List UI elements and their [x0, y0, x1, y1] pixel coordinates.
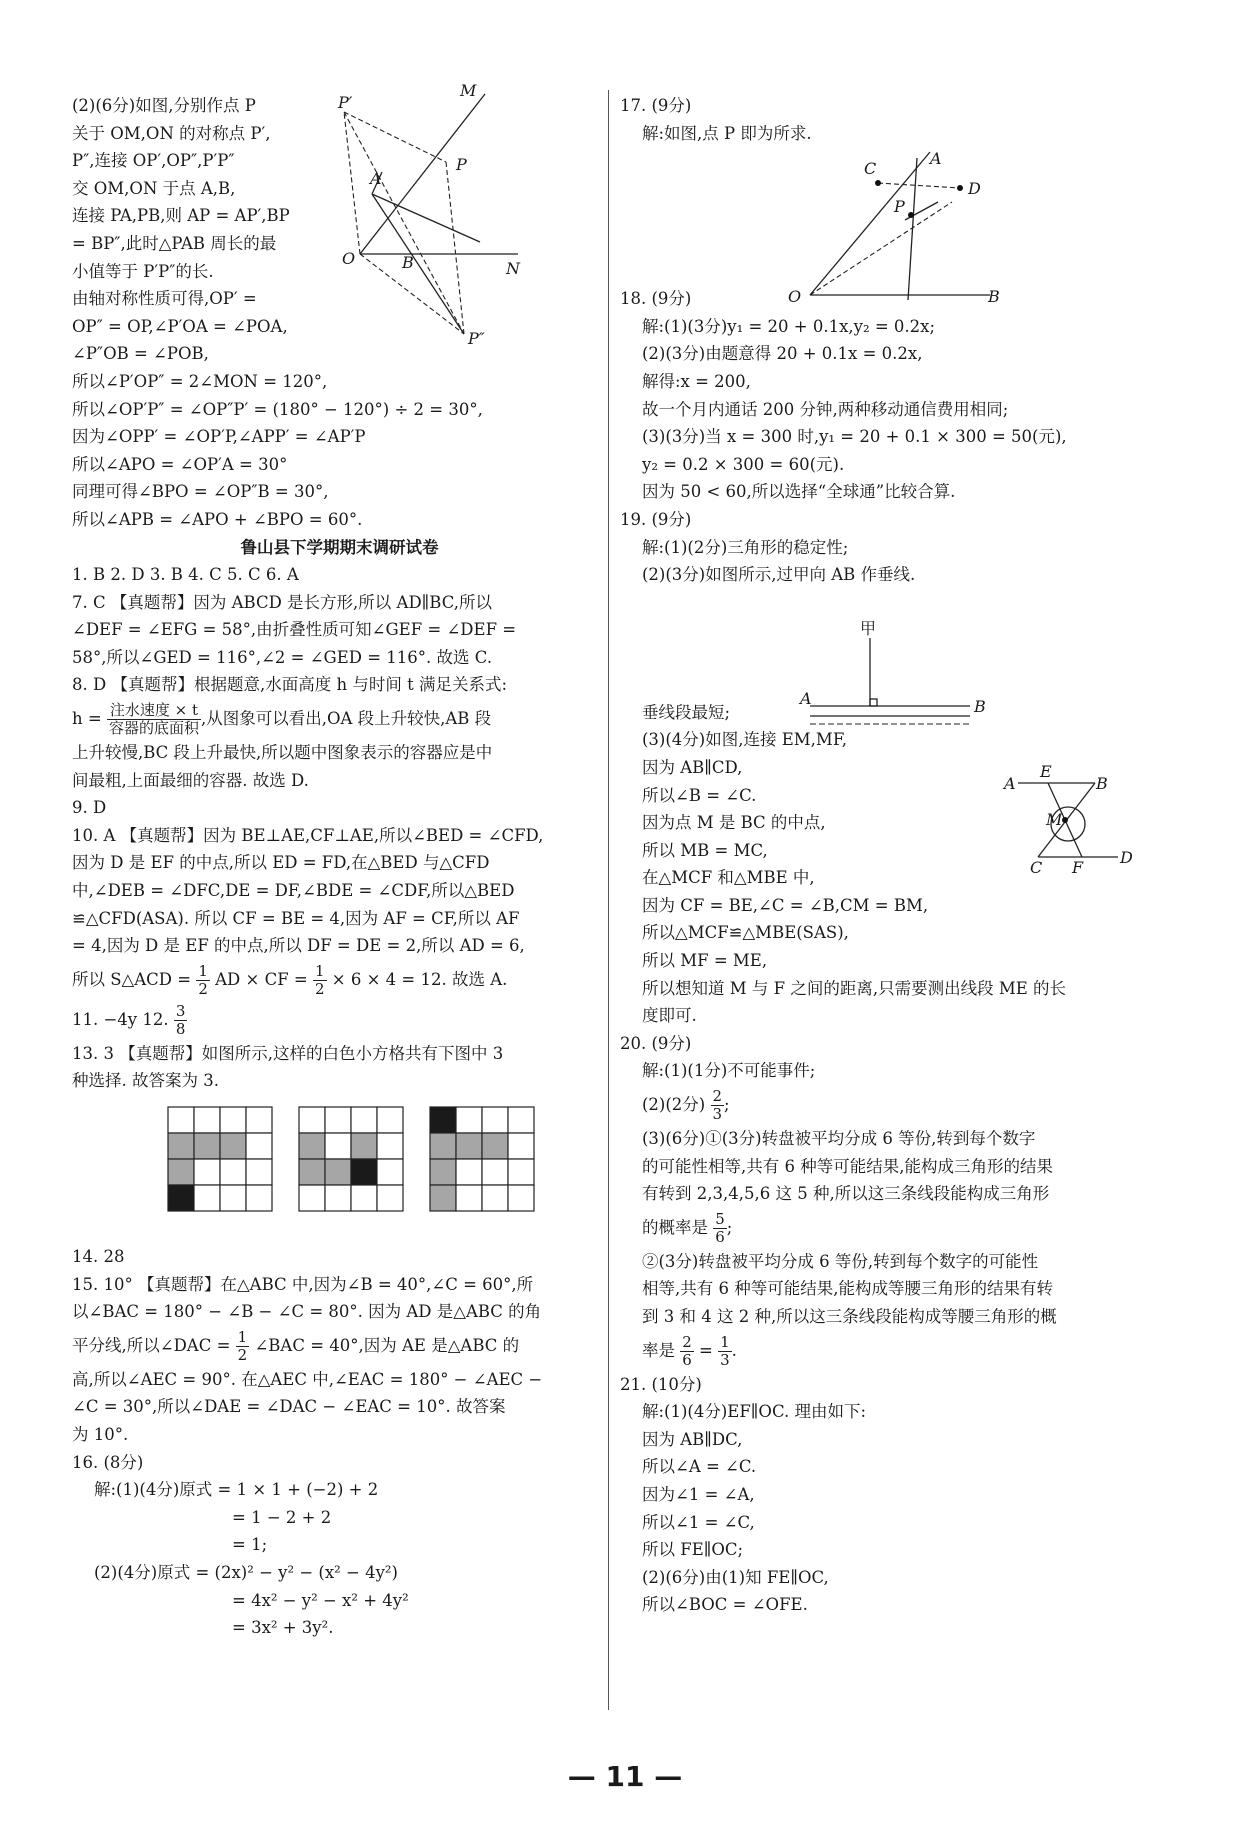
fraction: [680, 1334, 694, 1369]
text-line: 解:如图,点 P 即为所求.: [642, 123, 812, 143]
answers-1-6: 1. B 2. D 3. B 4. C 5. C 6. A: [72, 565, 299, 585]
right-angle-mark: [870, 699, 877, 706]
text-line: 交 OM,ON 于点 A,B,: [72, 178, 236, 198]
perp-line: [908, 158, 917, 300]
grid-figures: [72, 1095, 607, 1243]
text-line: 以∠BAC = 180° − ∠B − ∠C = 80°. 因为 AD 是△ABC 的角: [72, 1302, 542, 1322]
fig19-perpendicular: [800, 620, 1000, 730]
text-line: 高,所以∠AEC = 90°. 在△AEC 中,∠EAC = 180° − ∠AEC −: [72, 1369, 543, 1389]
text-line: 相等,共有 6 种等可能结果,能构成等腰三角形的结果有转: [642, 1279, 1053, 1299]
text-line: 因为点 M 是 BC 的中点,: [642, 813, 826, 833]
formula-line: 率是 $\frac{2}{6}$ = $\frac{1}{3}$ .: [642, 1332, 737, 1369]
text: 平分线,所以∠DAC =: [72, 1335, 231, 1355]
fig17-label: P: [894, 197, 905, 216]
grid-cell: [351, 1133, 377, 1159]
text-line: 间最粗,上面最细的容器. 故选 D.: [72, 770, 309, 790]
grid-cell: [377, 1107, 403, 1133]
grid-cell: [299, 1159, 325, 1185]
text-line: 小值等于 P′P″的长.: [72, 261, 214, 281]
fraction: [174, 1003, 188, 1038]
text: 11. −4y 12.: [72, 1009, 169, 1029]
text-line: 解:(1)(1分)不可能事件;: [642, 1061, 816, 1081]
text-line: 种选择. 故答案为 3.: [72, 1071, 219, 1091]
fig17-label: O: [788, 287, 802, 306]
numerator: 2: [712, 1087, 723, 1106]
denominator: 3: [720, 1350, 730, 1369]
fig1-label: M: [460, 81, 477, 100]
fig19b-label: D: [1120, 848, 1133, 867]
text-line: 垂线段最短;: [642, 702, 731, 722]
text-line: (3)(4分)如图,连接 EM,MF,: [642, 730, 847, 750]
text: 率是: [642, 1340, 675, 1360]
grid-cell: [168, 1107, 194, 1133]
grid-cell: [430, 1159, 456, 1185]
text-line: = 4,因为 D 是 EF 的中点,所以 DF = DE = 2,所以 AD = 6,: [72, 936, 525, 956]
text-line: 解得:x = 200,: [642, 371, 751, 391]
fig1-label: P′: [338, 93, 353, 112]
fig19b-label: C: [1030, 858, 1043, 877]
grid-cell: [194, 1133, 220, 1159]
text-line: y₂ = 0.2 × 300 = 60(元).: [642, 454, 845, 474]
dashed-cd: [878, 183, 960, 188]
text-line: ∠C = 30°,所以∠DAE = ∠DAC − ∠EAC = 10°. 故答案: [72, 1397, 506, 1417]
text-line: 所以∠APB = ∠APO + ∠BPO = 60°.: [72, 509, 363, 529]
denominator: 6: [682, 1350, 692, 1369]
text-line: ②(3分)转盘被平均分成 6 等份,转到每个数字的可能性: [642, 1251, 1039, 1271]
fraction: [711, 1088, 725, 1123]
fig19b-label: E: [1040, 762, 1052, 781]
text-line: 因为 AB∥DC,: [642, 1429, 743, 1449]
grid-figures-svg: [72, 1095, 607, 1243]
grid-cell: [430, 1185, 456, 1211]
grid-cell: [194, 1185, 220, 1211]
fig1-label: P: [456, 155, 467, 174]
text: AD × CF =: [215, 969, 308, 989]
grid-cell: [325, 1107, 351, 1133]
text-line: 8. D 【真题帮】根据题意,水面高度 h 与时间 t 满足关系式:: [72, 675, 508, 695]
denominator: 2: [198, 979, 208, 998]
text-line: = 1 − 2 + 2: [232, 1507, 332, 1527]
fig1-label: O: [342, 249, 356, 268]
grid-cell: [508, 1159, 534, 1185]
text-line: (2)(6分)如图,分别作点 P: [72, 96, 256, 115]
text-line: 所以 MB = MC,: [642, 840, 768, 860]
grid-cell: [351, 1107, 377, 1133]
text: 所以 S△ACD =: [72, 969, 192, 989]
text-line: 所以∠B = ∠C.: [642, 785, 757, 805]
grid-cell: [246, 1159, 272, 1185]
text-line: 10. A 【真题帮】因为 BE⊥AE,CF⊥AE,所以∠BED = ∠CFD,: [72, 825, 544, 845]
text-line: 上升较慢,BC 段上升最快,所以题中图象表示的容器应是中: [72, 743, 493, 763]
text-line: 解:(1)(4分)EF∥OC. 理由如下:: [642, 1402, 867, 1422]
numerator: 1: [720, 1332, 730, 1351]
text-line: = BP″,此时△PAB 周长的最: [72, 233, 277, 253]
page-number: — 11 —: [567, 1760, 683, 1793]
text-line: OP″ = OP,∠P′OA = ∠POA,: [72, 316, 288, 336]
formula-line: 的概率是 $\frac{5}{6}$ ;: [642, 1209, 733, 1246]
grid-cell: [508, 1185, 534, 1211]
column-divider: [608, 90, 609, 1710]
text-line: 所以 MF = ME,: [642, 951, 768, 971]
text-line: (2)(3分)如图所示,过甲向 AB 作垂线.: [642, 565, 916, 585]
text-line: 因为 D 是 EF 的中点,所以 ED = FD,在△BED 与△CFD: [72, 853, 490, 873]
section-title: 鲁山县下学期期末调研试卷: [240, 537, 439, 557]
text-line: = 4x² − y² − x² + 4y²: [232, 1590, 409, 1610]
denominator: 容器的底面积: [108, 719, 199, 738]
text-line: 20. (9分): [620, 1033, 692, 1053]
text-line: 14. 28: [72, 1247, 125, 1266]
fig1-label: N: [506, 259, 520, 278]
text-line: = 3x² + 3y².: [232, 1618, 334, 1638]
text-line: 因为 AB∥CD,: [642, 757, 743, 777]
denominator: 6: [715, 1227, 725, 1246]
text-line: 有转到 2,3,4,5,6 这 5 种,所以这三条线段能构成三角形: [642, 1184, 1050, 1204]
grid-cell: [220, 1107, 246, 1133]
text-line: 因为 CF = BE,∠C = ∠B,CM = BM,: [642, 895, 929, 915]
text-line: 因为 50 < 60,所以选择“全球通”比较合算.: [642, 482, 956, 502]
grid-cell: [482, 1133, 508, 1159]
grid-cell: [456, 1107, 482, 1133]
grid-cell: [430, 1107, 456, 1133]
text-line: ∠P″OB = ∠POB,: [72, 344, 209, 364]
grid-cell: [299, 1133, 325, 1159]
text-line: (3)(6分)①(3分)转盘被平均分成 6 等份,转到每个数字: [642, 1129, 1036, 1149]
grid-cell: [220, 1185, 246, 1211]
text-line: 58°,所以∠GED = 116°,∠2 = ∠GED = 116°. 故选 C.: [72, 647, 493, 667]
text-line: (2)(6分)由(1)知 FE∥OC,: [642, 1567, 829, 1587]
text-line: 19. (9分): [620, 509, 692, 529]
grid-cell: [482, 1107, 508, 1133]
fraction: [718, 1334, 732, 1369]
fraction: [196, 963, 210, 998]
denominator: 2: [314, 979, 325, 998]
point-c: [875, 180, 881, 186]
fig17-label: C: [864, 159, 877, 178]
text-line: 同理可得∠BPO = ∠OP″B = 30°,: [72, 482, 329, 502]
grid-cell: [482, 1159, 508, 1185]
formula-tail: ,从图象可以看出,OA 段上升较快,AB 段: [200, 709, 492, 729]
text-line: 解:(1)(3分)y₁ = 20 + 0.1x,y₂ = 0.2x;: [642, 316, 936, 336]
grid-cell: [508, 1133, 534, 1159]
grid-cell: [168, 1159, 194, 1185]
text-line: 7. C 【真题帮】因为 ABCD 是长方形,所以 AD∥BC,所以: [72, 592, 493, 612]
text: (2)(2分): [642, 1095, 706, 1115]
grid-cell: [168, 1133, 194, 1159]
text-line: (2)(4分)原式 = (2x)² − y² − (x² − 4y²): [94, 1562, 398, 1582]
grid-cell: [456, 1185, 482, 1211]
reflection-figure: [338, 81, 590, 392]
fig17-label: A: [930, 149, 942, 168]
numerator: 1: [237, 1327, 248, 1346]
denominator: 8: [175, 1019, 186, 1038]
text-line: 解:(1)(4分)原式 = 1 × 1 + (−2) + 2: [94, 1480, 379, 1500]
fig19b-label: B: [1096, 774, 1108, 793]
denominator: 3: [712, 1105, 723, 1124]
text-line: 所以∠A = ∠C.: [642, 1457, 757, 1477]
text-line: 9. D: [72, 798, 107, 818]
text-line: 所以∠APO = ∠OP′A = 30°: [72, 454, 288, 474]
numerator: 5: [715, 1209, 725, 1228]
fig19b-label: F: [1072, 858, 1084, 877]
fig1-label: A: [370, 169, 382, 188]
text-line: 到 3 和 4 这 2 种,所以这三条线段能构成等腰三角形的概: [642, 1307, 1057, 1326]
point-p: [908, 212, 914, 218]
formula-h: h =: [72, 709, 102, 729]
grid-cell: [482, 1185, 508, 1211]
numerator: 注水速度 × t: [107, 702, 201, 720]
text: × 6 × 4 = 12. 故选 A.: [331, 969, 508, 989]
text-line: 所以 FE∥OC;: [642, 1540, 744, 1560]
text-line: 所以∠BOC = ∠OFE.: [642, 1595, 808, 1615]
grid-cell: [325, 1133, 351, 1159]
grid-cell: [220, 1159, 246, 1185]
fig17-label: D: [968, 179, 981, 198]
text-line: 所以想知道 M 与 F 之间的距离,只需要测出线段 ME 的长: [642, 978, 1066, 998]
fig19-label: B: [974, 697, 986, 716]
grid-cell: [508, 1107, 534, 1133]
point-d: [957, 185, 963, 191]
fig19-parallel: [1000, 762, 1140, 877]
dashed-pp2: [446, 162, 464, 334]
text-line: 15. 10° 【真题帮】在△ABC 中,因为∠B = 40°,∠C = 60°,所: [72, 1274, 534, 1294]
grid-cell: [194, 1159, 220, 1185]
grid-cell: [299, 1185, 325, 1211]
text-line: 18. (9分): [620, 289, 692, 309]
fig1-label: P″: [468, 329, 485, 348]
text-line: 13. 3 【真题帮】如图所示,这样的白色小方格共有下图中 3: [72, 1043, 504, 1063]
text-line: ∠DEF = ∠EFG = 58°,由折叠性质可知∠GEF = ∠DEF =: [72, 620, 517, 640]
grid-cell: [325, 1159, 351, 1185]
text-line: 16. (8分): [72, 1452, 144, 1472]
text-line: ≌△CFD(ASA). 所以 CF = BE = 4,因为 AF = CF,所以 AF: [72, 908, 520, 928]
grid-cell: [351, 1185, 377, 1211]
fraction: [107, 702, 201, 737]
grid-cell: [168, 1185, 194, 1211]
text-line: 连接 PA,PB,则 AP = AP′,BP: [72, 206, 290, 226]
fig17-angle-bisector: [780, 150, 1020, 310]
text-line: 为 10°.: [72, 1424, 129, 1444]
text-line: 中,∠DEB = ∠DFC,DE = DF,∠BDE = ∠CDF,所以△BED: [72, 881, 515, 901]
text-line: 因为∠OPP′ = ∠OP′P,∠APP′ = ∠AP′P: [72, 427, 366, 447]
text: ∠BAC = 40°,因为 AE 是△ABC 的: [254, 1335, 520, 1355]
fig19-label: A: [800, 689, 812, 708]
text-line: 所以△MCF≌△MBE(SAS),: [642, 923, 849, 943]
point-m: [1062, 817, 1068, 823]
grid-cell: [351, 1159, 377, 1185]
grid-cell: [246, 1133, 272, 1159]
fig1-label: B: [402, 253, 414, 272]
grid-cell: [246, 1107, 272, 1133]
formula-line: [72, 1000, 607, 1040]
numerator: 1: [198, 961, 208, 980]
grid-cell: [430, 1133, 456, 1159]
text-line: = 1;: [232, 1535, 268, 1555]
grid-cell: [377, 1185, 403, 1211]
text: 的概率是: [642, 1217, 708, 1237]
grid-cell: [456, 1159, 482, 1185]
grid-cell: [377, 1133, 403, 1159]
grid-cell: [456, 1133, 482, 1159]
text-line: 所以∠P′OP″ = 2∠MON = 120°,: [72, 371, 328, 391]
text-line: 所以∠1 = ∠C,: [642, 1512, 755, 1532]
dashed-bisector: [810, 202, 952, 295]
text-line: 解:(1)(2分)三角形的稳定性;: [642, 537, 849, 557]
text-line: (2)(3分)由题意得 20 + 0.1x = 0.2x,: [642, 344, 923, 364]
grid-cell: [299, 1107, 325, 1133]
fraction: [236, 1329, 250, 1364]
grid-cell: [246, 1185, 272, 1211]
fig19b-label: M: [1046, 810, 1063, 829]
grid-cell: [194, 1107, 220, 1133]
text-line: 21. (10分): [620, 1374, 702, 1394]
numerator: 2: [682, 1332, 692, 1351]
text-line: 故一个月内通话 200 分钟,两种移动通信费用相同;: [642, 399, 1009, 419]
denominator: 2: [237, 1345, 248, 1364]
fig17-label: B: [988, 287, 1000, 306]
text-line: 在△MCF 和△MBE 中,: [642, 868, 815, 888]
formula-line: [72, 1326, 607, 1366]
numerator: 3: [175, 1001, 186, 1020]
text-line: 所以∠OP′P″ = ∠OP″P′ = (180° − 120°) ÷ 2 = 30°,: [72, 399, 483, 419]
fig19-label: 甲: [860, 619, 877, 638]
text-line: 因为∠1 = ∠A,: [642, 1484, 755, 1504]
formula-line: (2)(2分) $\frac{2}{3}$ ;: [642, 1087, 730, 1124]
grid-cell: [325, 1185, 351, 1211]
fraction: [713, 1211, 727, 1246]
fig19b-label: A: [1004, 774, 1016, 793]
formula-line: [72, 960, 607, 1000]
text-line: (3)(3分)当 x = 300 时,y₁ = 20 + 0.1 × 300 = 50(元),: [642, 427, 1067, 447]
grid-cell: [377, 1159, 403, 1185]
text-line: 的可能性相等,共有 6 种等可能结果,能构成三角形的结果: [642, 1156, 1053, 1176]
text-line: 度即可.: [642, 1006, 697, 1026]
text-line: P″,连接 OP′,OP″,P′P″: [72, 151, 235, 171]
text-line: 由轴对称性质可得,OP′ =: [72, 289, 257, 309]
text-line: 关于 OM,ON 的对称点 P′,: [72, 123, 271, 143]
formula-line: [72, 699, 607, 739]
grid-cell: [220, 1133, 246, 1159]
numerator: 1: [314, 961, 325, 980]
fraction: [313, 963, 327, 998]
text-line: 17. (9分): [620, 96, 692, 115]
